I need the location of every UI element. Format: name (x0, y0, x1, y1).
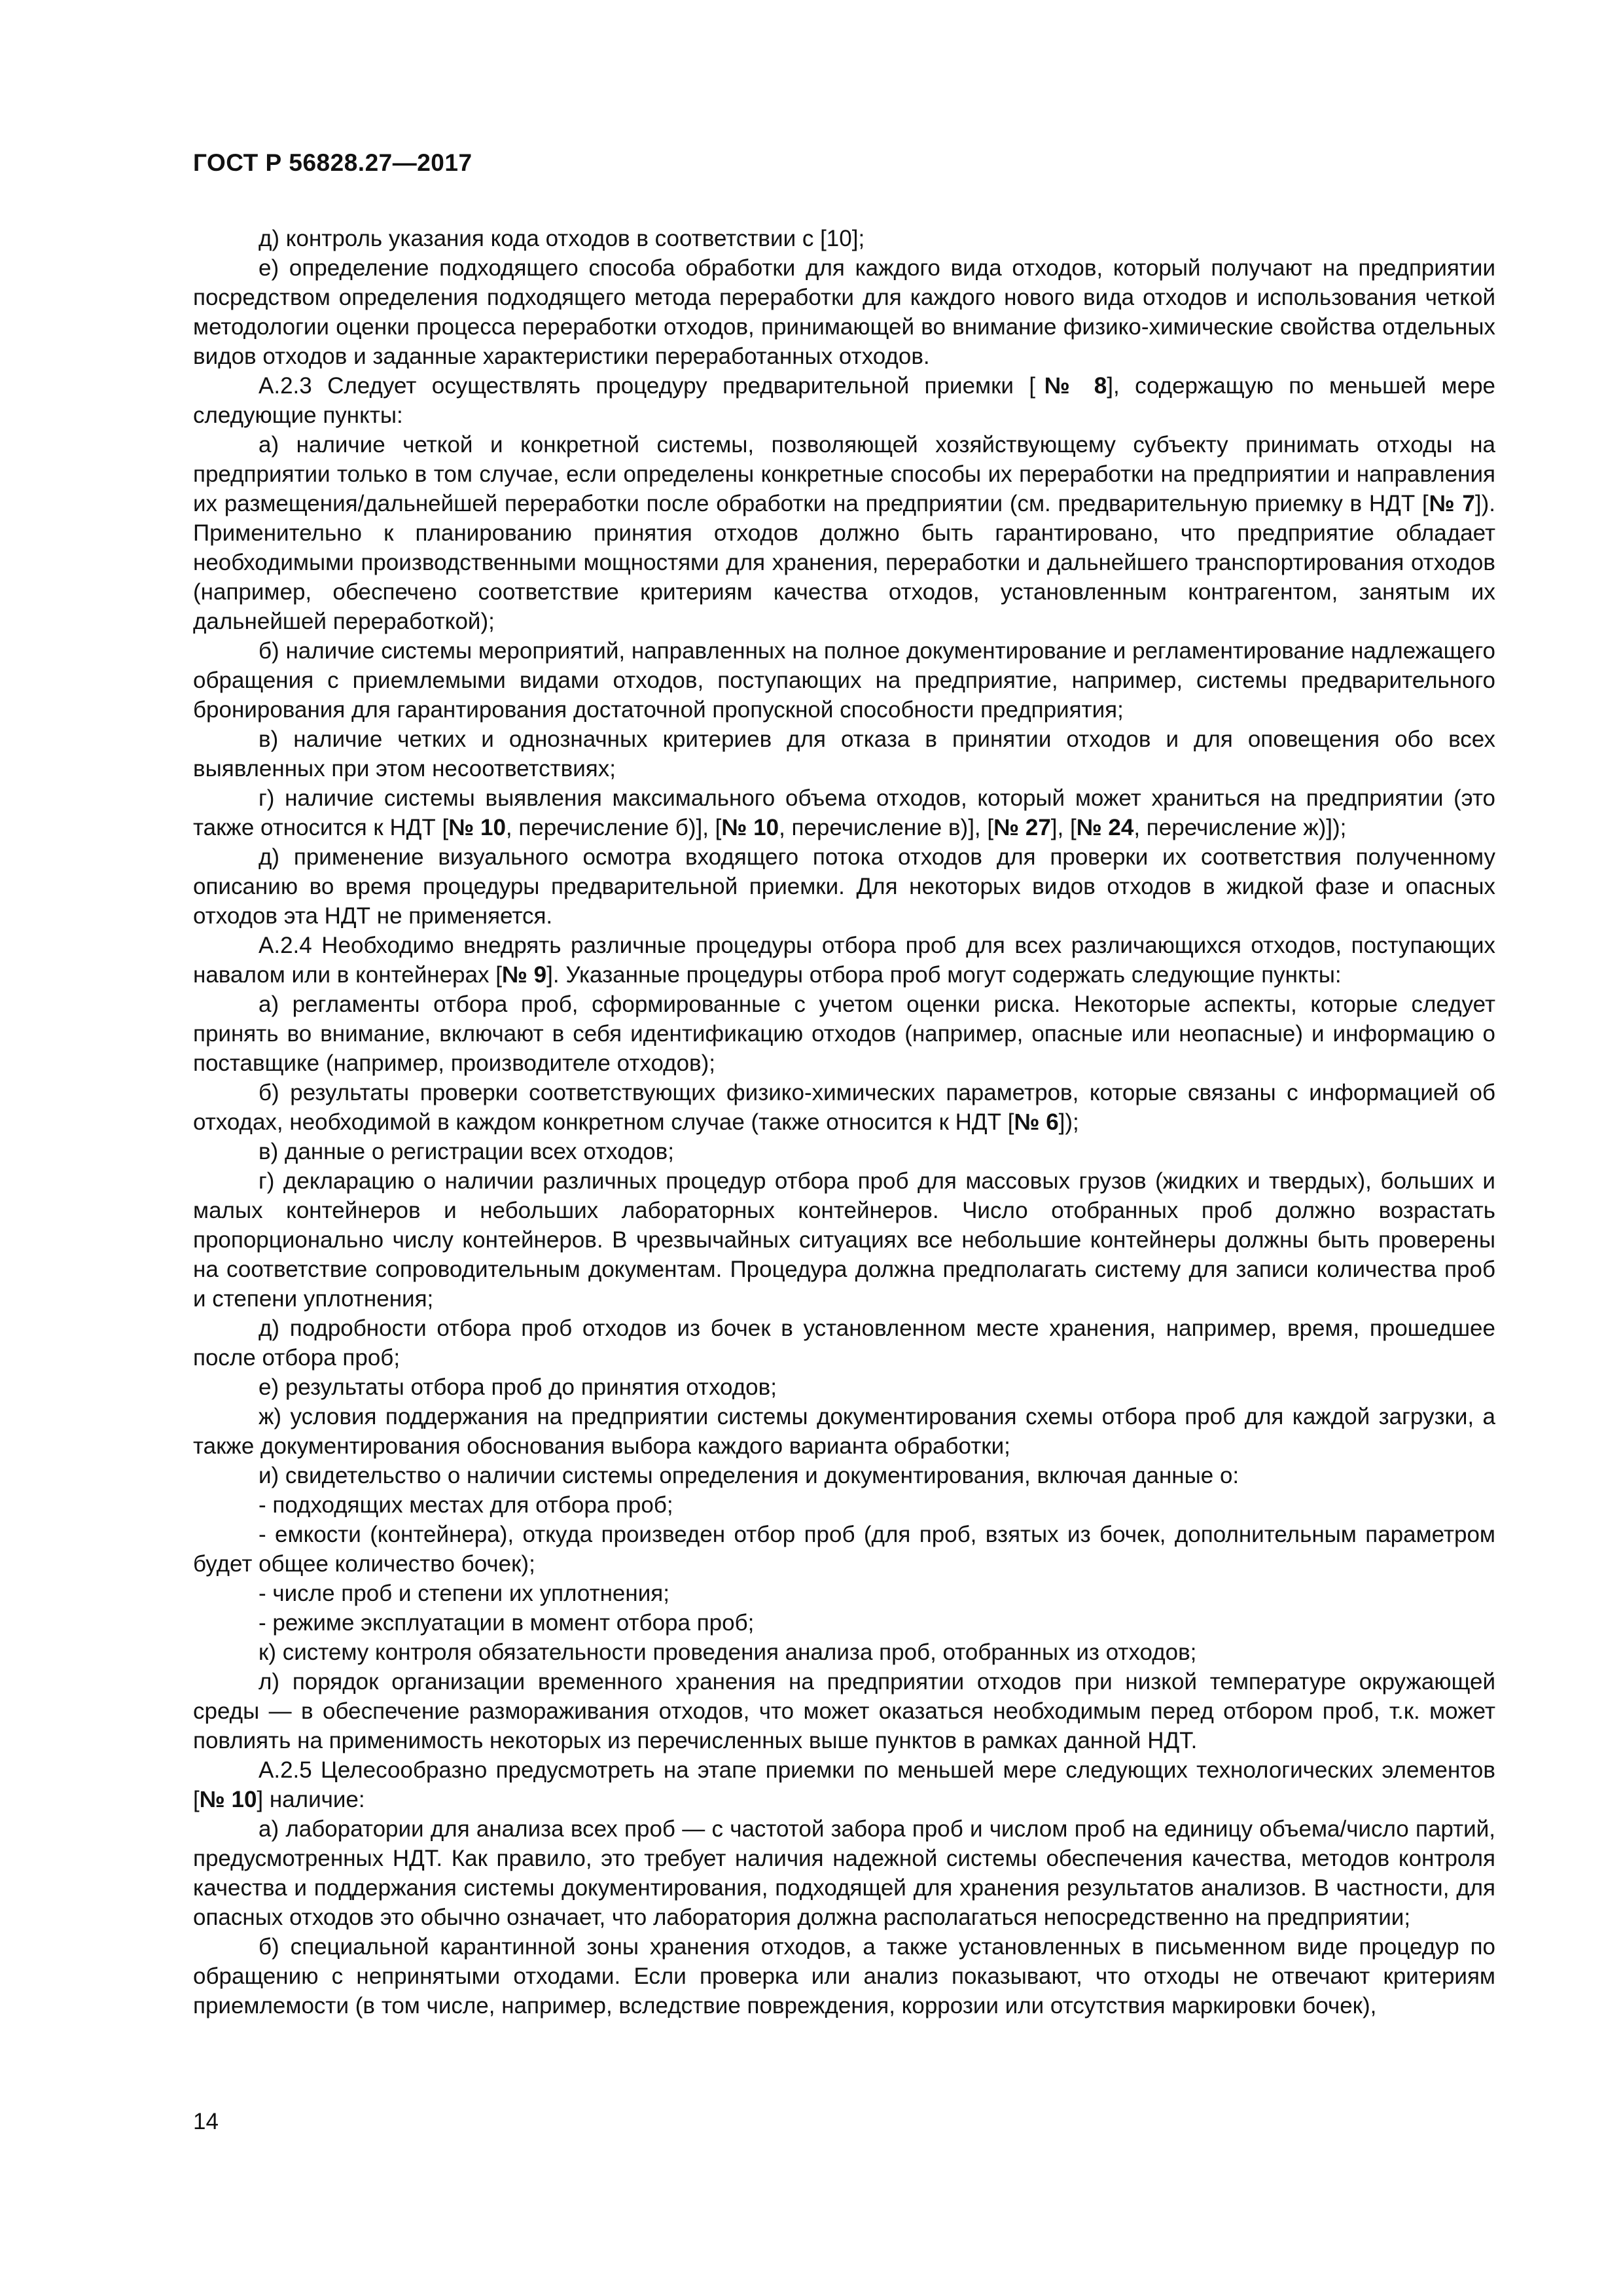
paragraph: А.2.3 Следует осуществлять процедуру предварительной приемки [№ 8], содержащую по меньшей мере следующие пункты: (193, 373, 1496, 428)
paragraph: а) регламенты отбора проб, сформированные с учетом оценки риска. Некоторые аспекты, которые следует принять во внимание, включают в себя идентификацию отходов (например, опасные или неопасные) и информацию о поставщике (например, производителе отходов); (193, 992, 1495, 1076)
paragraph: А.2.4 Необходимо внедрять различные процедуры отбора проб для всех различающихся отходов, поступающих навалом или в контейнерах [№ 9]. Указанные процедуры отбора проб могут содержать следующие пункты: (193, 933, 1495, 988)
paragraph: л) порядок организации временного хранения на предприятии отходов при низкой температуре окружающей среды — в обеспечение размораживания отходов, что может оказаться необходимым перед отбором проб, т.к. может повлиять на применимость некоторых из перечисленных выше пунктов в рамках данной НДТ. (193, 1669, 1495, 1753)
paragraph: ж) условия поддержания на предприятии системы документирования схемы отбора проб для каждой загрузки, а также документирования обоснования выбора каждого варианта обработки; (193, 1404, 1495, 1459)
document-header: ГОСТ Р 56828.27—2017 (193, 149, 473, 176)
paragraph: д) контроль указания кода отходов в соответствии с [10]; (259, 226, 865, 251)
paragraph: а) наличие четкой и конкретной системы, позволяющей хозяйствующему субъекту принимать отходы на предприятии только в том случае, если определены конкретные способы их переработки на предприятии и направления их размещения/дальнейшей переработки после обработки на предприятии (см. предварительную приемку в НДТ [№ 7]). Применительно к планированию принятия отходов должно быть гарантировано, что предприятие обладает необходимыми производственными мощностями для хранения, переработки и дальнейшего транспортирования отходов (например, обеспечено соответствие критериям качества отходов, установленным контрагентом, занятым их дальнейшей переработкой); (193, 432, 1495, 634)
paragraph: е) результаты отбора проб до принятия отходов; (259, 1374, 777, 1400)
paragraph: б) специальной карантинной зоны хранения отходов, а также установленных в письменном виде процедур по обращению с непринятыми отходами. Если проверка или анализ показывают, что отходы не отвечают критериям приемлемости (в том числе, например, вследствие повреждения, коррозии или отсутствия маркировки бочек), (193, 1934, 1495, 2018)
paragraph: А.2.5 Целесообразно предусмотреть на этапе приемки по меньшей мере следующих технологических элементов [№ 10] наличие: (193, 1757, 1495, 1812)
paragraph: д) применение визуального осмотра входящего потока отходов для проверки их соответствия полученному описанию во время процедуры предварительной приемки. Для некоторых видов отходов в жидкой фазе и опасных отходов эта НДТ не применяется. (193, 844, 1495, 929)
paragraph: - подходящих местах для отбора проб; (259, 1492, 673, 1518)
paragraph: д) подробности отбора проб отходов из бочек в установленном месте хранения, например, время, прошедшее после отбора проб; (193, 1316, 1495, 1371)
paragraph: в) данные о регистрации всех отходов; (259, 1139, 674, 1164)
paragraph: а) лаборатории для анализа всех проб — с частотой забора проб и числом проб на единицу объема/число партий, предусмотренных НДТ. Как правило, это требует наличия надежной системы обеспечения качества, методов контроля качества и поддержания системы документирования, подходящей для хранения результатов анализов. В частности, для опасных отходов это обычно означает, что лаборатория должна располагаться непосредственно на предприятии; (193, 1816, 1495, 1930)
document-body (193, 224, 1495, 2020)
paragraph: е) определение подходящего способа обработки для каждого вида отходов, который получают на предприятии посредством определения подходящего метода переработки для каждого нового вида отходов и использования четкой методологии оценки процесса переработки отходов, принимающей во внимание физико-химические свойства отдельных видов отходов и заданные характеристики переработанных отходов. (193, 255, 1495, 369)
paragraph: в) наличие четких и однозначных критериев для отказа в принятии отходов и для оповещения обо всех выявленных при этом несоответствиях; (193, 726, 1495, 781)
paragraph: б) наличие системы мероприятий, направленных на полное документирование и регламентирование надлежащего обращения с приемлемыми видами отходов, поступающих на предприятие, например, системы предварительного бронирования для гарантирования достаточной пропускной способности предприятия; (193, 638, 1495, 723)
page-number: 14 (193, 2109, 219, 2134)
paragraph: к) систему контроля обязательности проведения анализа проб, отобранных из отходов; (259, 1640, 1197, 1665)
paragraph: г) декларацию о наличии различных процедур отбора проб для массовых грузов (жидких и твердых), больших и малых контейнеров и небольших лабораторных контейнеров. Число отобранных проб должно возрастать пропорционально числу контейнеров. В чрезвычайных ситуациях все небольшие контейнеры должны быть проверены на соответствие сопроводительным документам. Процедура должна предполагать систему для записи количества проб и степени уплотнения; (193, 1168, 1495, 1312)
paragraph: - емкости (контейнера), откуда произведен отбор проб (для проб, взятых из бочек, дополнительным параметром будет общее количество бочек); (193, 1522, 1495, 1577)
paragraph: б) результаты проверки соответствующих физико-химических параметров, которые связаны с информацией об отходах, необходимой в каждом конкретном случае (также относится к НДТ [№ 6]); (193, 1080, 1495, 1135)
paragraph: и) свидетельство о наличии системы определения и документирования, включая данные о: (259, 1463, 1240, 1488)
paragraph: - режиме эксплуатации в момент отбора проб; (259, 1610, 755, 1636)
paragraph: г) наличие системы выявления максимального объема отходов, который может храниться на предприятии (это также относится к НДТ [№ 10, перечисление б)], [№ 10, перечисление в)], [№ 27], [№ 24, перечисление ж)]); (193, 785, 1495, 840)
paragraph: - числе проб и степени их уплотнения; (259, 1581, 669, 1606)
